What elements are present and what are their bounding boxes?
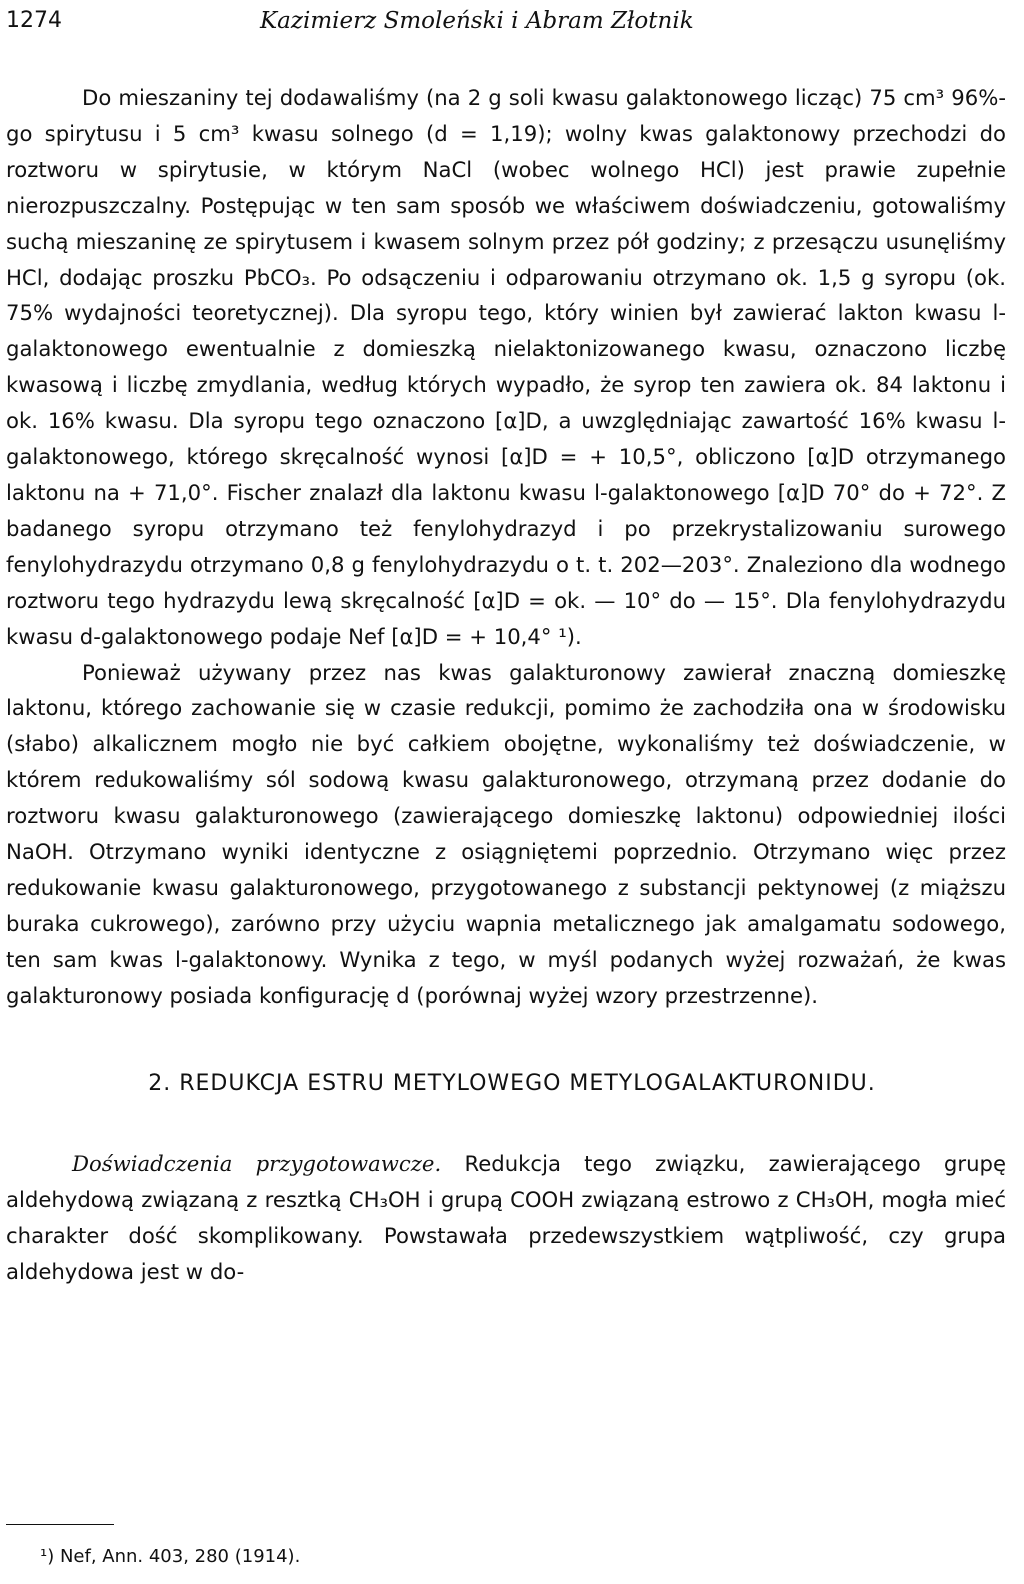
section-heading: 2. REDUKCJA ESTRU METYLOWEGO METYLOGALAKTURONIDU. [148,1071,876,1096]
page-number: 1274 [6,8,62,33]
section-lead: Doświadczenia przygotowawcze. [72,1151,442,1176]
page-header [0,8,1024,44]
footnote-divider [6,1524,114,1525]
section-text [6,1146,1006,1290]
section-paragraph [6,1146,1006,1290]
running-title: Kazimierz Smoleński i Abram Złotnik [260,8,694,34]
section-paragraph-text: Redukcja tego związku, zawierającego grupę aldehydową związaną z resztką CH₃OH i grupą COOH związaną estrowo z CH₃OH, mogła mieć charakter dość skomplikowany. Powstawała przedewszystkiem wątpliwość, czy grupa aldehydowa jest w do- [6,1151,1006,1284]
paragraph-2: Ponieważ używany przez nas kwas galakturonowy zawierał znaczną domieszkę laktonu, którego zachowanie się w czasie redukcji, pomimo że zachodziła ona w środowisku (słabo) alkalicznem mogło nie być całkiem obojętne, wykonaliśmy też doświadczenie, w którem redukowaliśmy sól sodową kwasu galakturonowego, otrzymaną przez dodanie do roztworu kwasu galakturonowego (zawierającego domieszkę laktonu) odpowiedniej ilości NaOH. Otrzymano wyniki identyczne z osiągniętemi poprzednio. Otrzymano więc przez redukowanie kwasu galakturonowego, przygotowanego z substancji pektynowej (z miąższu buraka cukrowego), zarówno przy użyciu wapnia metalicznego jak amalgamatu sodowego, ten sam kwas l-galaktonowy. Wynika z tego, w myśl podanych wyżej rozważań, że kwas galakturonowy posiada konfigurację d (porównaj wyżej wzory przestrzenne). [6,659,1006,1008]
paragraph-1: Do mieszaniny tej dodawaliśmy (na 2 g soli kwasu galaktonowego licząc) 75 cm³ 96%-go spirytusu i 5 cm³ kwasu solnego (d = 1,19); wolny kwas galaktonowy przechodzi do roztworu w spirytusie, w którym NaCl (wobec wolnego HCl) jest prawie zupełnie nierozpuszczalny. Postępując w ten sam sposób we właściwem doświadczeniu, gotowaliśmy suchą mieszaninę ze spirytusem i kwasem solnym przez pół godziny; z przesączu usunęliśmy HCl, dodając proszku PbCO₃. Po odsączeniu i odparowaniu otrzymano ok. 1,5 g syropu (ok. 75% wydajności teoretycznej). Dla syropu tego, który winien był zawierać lakton kwasu l-galaktonowego ewentualnie z domieszką nielaktonizowanego kwasu, oznaczono liczbę kwasową i liczbę zmydlania, według których wypadło, że syrop ten zawiera ok. 84 laktonu i ok. 16% kwasu. Dla syropu tego oznaczono [α]D, a uwzględniając zawartość 16% kwasu l-galaktonowego, którego skręcalność wynosi [α]D = + 10,5°, obliczono [α]D otrzymanego laktonu na + 71,0°. Fischer znalazł dla laktonu kwasu l-galaktonowego [α]D 70° do + 72°. Z badanego syropu otrzymano też fenylohydrazyd i po przekrystalizowaniu surowego fenylohydrazydu otrzymano 0,8 g fenylohydrazydu o t. t. 202—203°. Znaleziono dla wodnego roztworu tego hydrazydu lewą skręcalność [α]D = ok. — 10° do — 15°. Dla fenylohydrazydu kwasu d-galaktonowego podaje Nef [α]D = + 10,4° ¹). [6,85,1006,649]
footnote: ¹) Nef, Ann. 403, 280 (1914). [40,1546,301,1567]
body-text [6,80,1006,1014]
